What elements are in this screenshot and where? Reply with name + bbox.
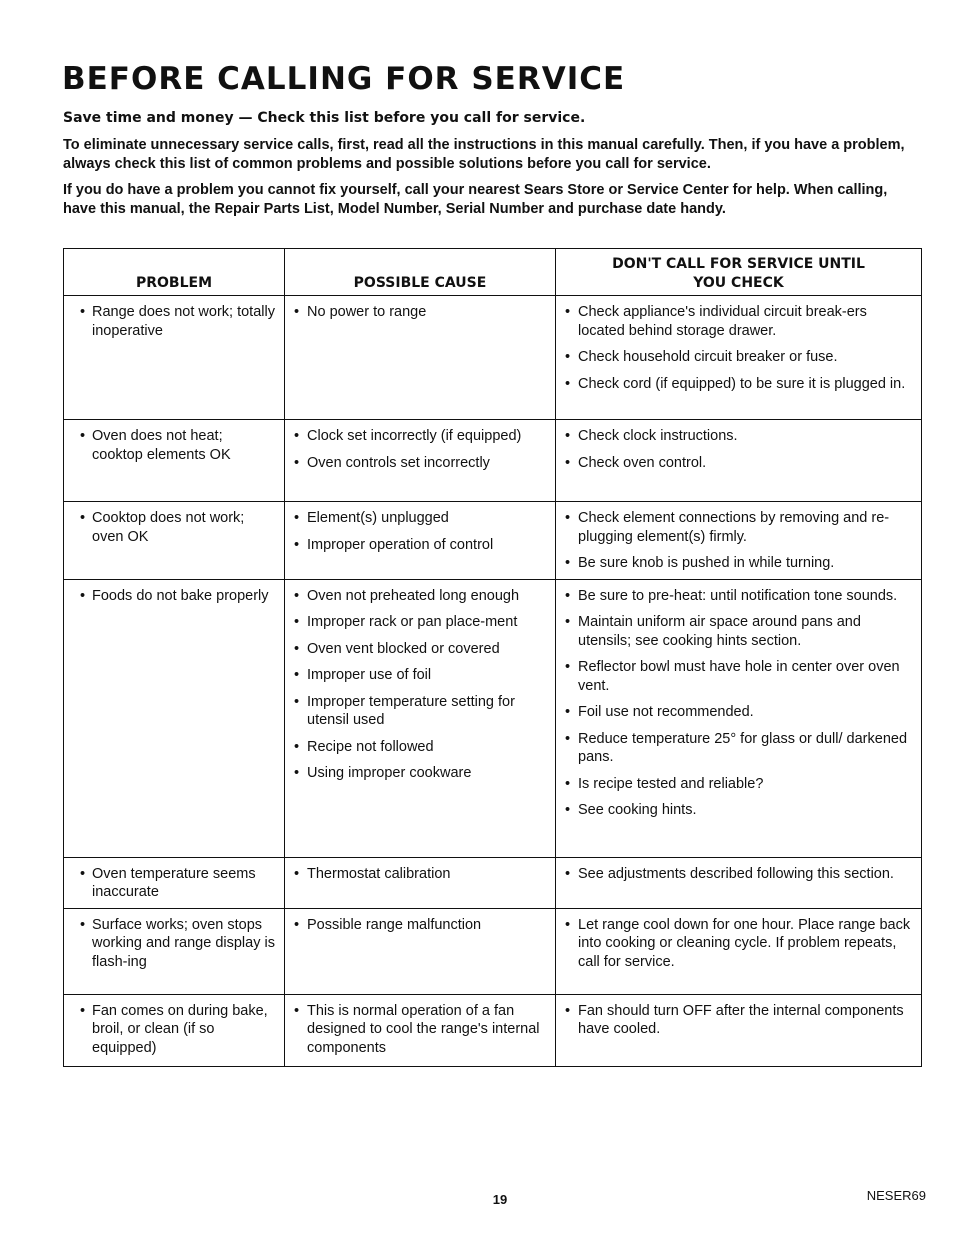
- check-item: • See cooking hints.: [562, 801, 913, 820]
- cause-cell-list: [291, 303, 547, 322]
- cause-cell: [285, 296, 556, 420]
- header-possible-cause: POSSIBLE CAUSE: [285, 249, 556, 296]
- check-cell: [556, 420, 922, 502]
- problem-cell-list: [70, 509, 276, 546]
- problem-cell-list: [70, 427, 276, 464]
- problem-cell: [64, 502, 285, 580]
- check-item: • See adjustments described following this section.: [562, 865, 913, 884]
- check-item: • Fan should turn OFF after the internal components have cooled.: [562, 1002, 913, 1039]
- troubleshooting-table: [63, 248, 922, 1067]
- cause-cell-list: [291, 1002, 547, 1058]
- page-subtitle: Save time and money — Check this list before you call for service.: [63, 110, 586, 126]
- cause-item: • Recipe not followed: [291, 738, 547, 757]
- document-code: NESER69: [866, 1188, 926, 1203]
- check-item: • Check oven control.: [562, 454, 913, 473]
- cause-cell-list: [291, 916, 547, 935]
- cause-cell: [285, 579, 556, 857]
- cause-cell: [285, 908, 556, 994]
- cause-cell: [285, 994, 556, 1066]
- intro-paragraph: To eliminate unnecessary service calls, first, read all the instructions in this manual carefully. Then, if you have a problem, always check this list of common problems and possible solutions before you call for service.: [63, 137, 905, 172]
- cause-cell-list: [291, 427, 547, 472]
- table-row: [64, 502, 922, 580]
- problem-cell: [64, 857, 285, 908]
- check-item: • Check clock instructions.: [562, 427, 913, 446]
- check-item: • Foil use not recommended.: [562, 703, 913, 722]
- check-cell: [556, 296, 922, 420]
- cause-item: • Oven not preheated long enough: [291, 587, 547, 606]
- cause-item: • Improper operation of control: [291, 536, 547, 555]
- problem-item: • Fan comes on during bake, broil, or clean (if so equipped): [70, 1002, 276, 1058]
- problem-item: • Range does not work; totally inoperative: [70, 303, 276, 340]
- cause-item: • Improper temperature setting for utensil used: [291, 693, 547, 730]
- page-number: 19: [492, 1192, 508, 1207]
- problem-cell-list: [70, 865, 276, 902]
- problem-item: • Cooktop does not work; oven OK: [70, 509, 276, 546]
- cause-item: • Possible range malfunction: [291, 916, 547, 935]
- table-row: [64, 857, 922, 908]
- check-item: • Check appliance's individual circuit break-ers located behind storage drawer.: [562, 303, 913, 340]
- table-body: [64, 296, 922, 1067]
- check-cell: [556, 502, 922, 580]
- table-row: [64, 296, 922, 420]
- table-row: [64, 579, 922, 857]
- check-cell: [556, 994, 922, 1066]
- table-row: [64, 994, 922, 1066]
- check-cell-list: [562, 587, 913, 820]
- check-item: • Reduce temperature 25° for glass or dull/ darkened pans.: [562, 730, 913, 767]
- cause-cell: [285, 502, 556, 580]
- check-cell: [556, 908, 922, 994]
- cause-item: • Thermostat calibration: [291, 865, 547, 884]
- cause-item: • Oven controls set incorrectly: [291, 454, 547, 473]
- cause-item: • This is normal operation of a fan designed to cool the range's internal components: [291, 1002, 547, 1058]
- check-item: • Let range cool down for one hour. Place range back into cooking or cleaning cycle. If problem repeats, call for service.: [562, 916, 913, 972]
- check-cell-list: [562, 916, 913, 972]
- check-cell-list: [562, 509, 913, 573]
- cause-item: • Oven vent blocked or covered: [291, 640, 547, 659]
- problem-cell-list: [70, 303, 276, 340]
- table-header-row: [64, 249, 922, 296]
- check-item: • Be sure to pre-heat: until notification tone sounds.: [562, 587, 913, 606]
- check-item: • Check cord (if equipped) to be sure it is plugged in.: [562, 375, 913, 394]
- intro-paragraph: If you do have a problem you cannot fix yourself, call your nearest Sears Store or Service Center for help. When calling, have this manual, the Repair Parts List, Model Number, Serial Number and purchase date handy.: [63, 182, 888, 217]
- check-item: • Check element connections by removing and re-plugging element(s) firmly.: [562, 509, 913, 546]
- problem-cell: [64, 420, 285, 502]
- problem-cell: [64, 908, 285, 994]
- cause-item: • Clock set incorrectly (if equipped): [291, 427, 547, 446]
- header-check: DON'T CALL FOR SERVICE UNTIL YOU CHECK: [556, 249, 922, 296]
- check-item: • Check household circuit breaker or fuse.: [562, 348, 913, 367]
- cause-item: • No power to range: [291, 303, 547, 322]
- problem-cell: [64, 296, 285, 420]
- cause-cell-list: [291, 865, 547, 884]
- check-item: • Maintain uniform air space around pans and utensils; see cooking hints section.: [562, 613, 913, 650]
- problem-item: • Surface works; oven stops working and range display is flash-ing: [70, 916, 276, 972]
- cause-item: • Improper rack or pan place-ment: [291, 613, 547, 632]
- cause-item: • Using improper cookware: [291, 764, 547, 783]
- check-item: • Is recipe tested and reliable?: [562, 775, 913, 794]
- cause-cell-list: [291, 587, 547, 783]
- problem-item: • Oven does not heat; cooktop elements OK: [70, 427, 276, 464]
- problem-cell-list: [70, 916, 276, 972]
- problem-cell-list: [70, 587, 276, 606]
- check-item: • Be sure knob is pushed in while turning.: [562, 554, 913, 573]
- check-cell-list: [562, 427, 913, 472]
- check-cell: [556, 579, 922, 857]
- check-cell-list: [562, 1002, 913, 1039]
- check-cell: [556, 857, 922, 908]
- cause-item: • Improper use of foil: [291, 666, 547, 685]
- cause-cell: [285, 420, 556, 502]
- table-row: [64, 908, 922, 994]
- cause-item: • Element(s) unplugged: [291, 509, 547, 528]
- cause-cell: [285, 857, 556, 908]
- problem-cell: [64, 994, 285, 1066]
- table-row: [64, 420, 922, 502]
- check-cell-list: [562, 303, 913, 393]
- problem-item: • Foods do not bake properly: [70, 587, 276, 606]
- problem-cell-list: [70, 1002, 276, 1058]
- cause-cell-list: [291, 509, 547, 554]
- page-title: BEFORE CALLING FOR SERVICE: [62, 61, 626, 97]
- check-cell-list: [562, 865, 913, 884]
- check-item: • Reflector bowl must have hole in center over oven vent.: [562, 658, 913, 695]
- problem-item: • Oven temperature seems inaccurate: [70, 865, 276, 902]
- header-problem: PROBLEM: [64, 249, 285, 296]
- problem-cell: [64, 579, 285, 857]
